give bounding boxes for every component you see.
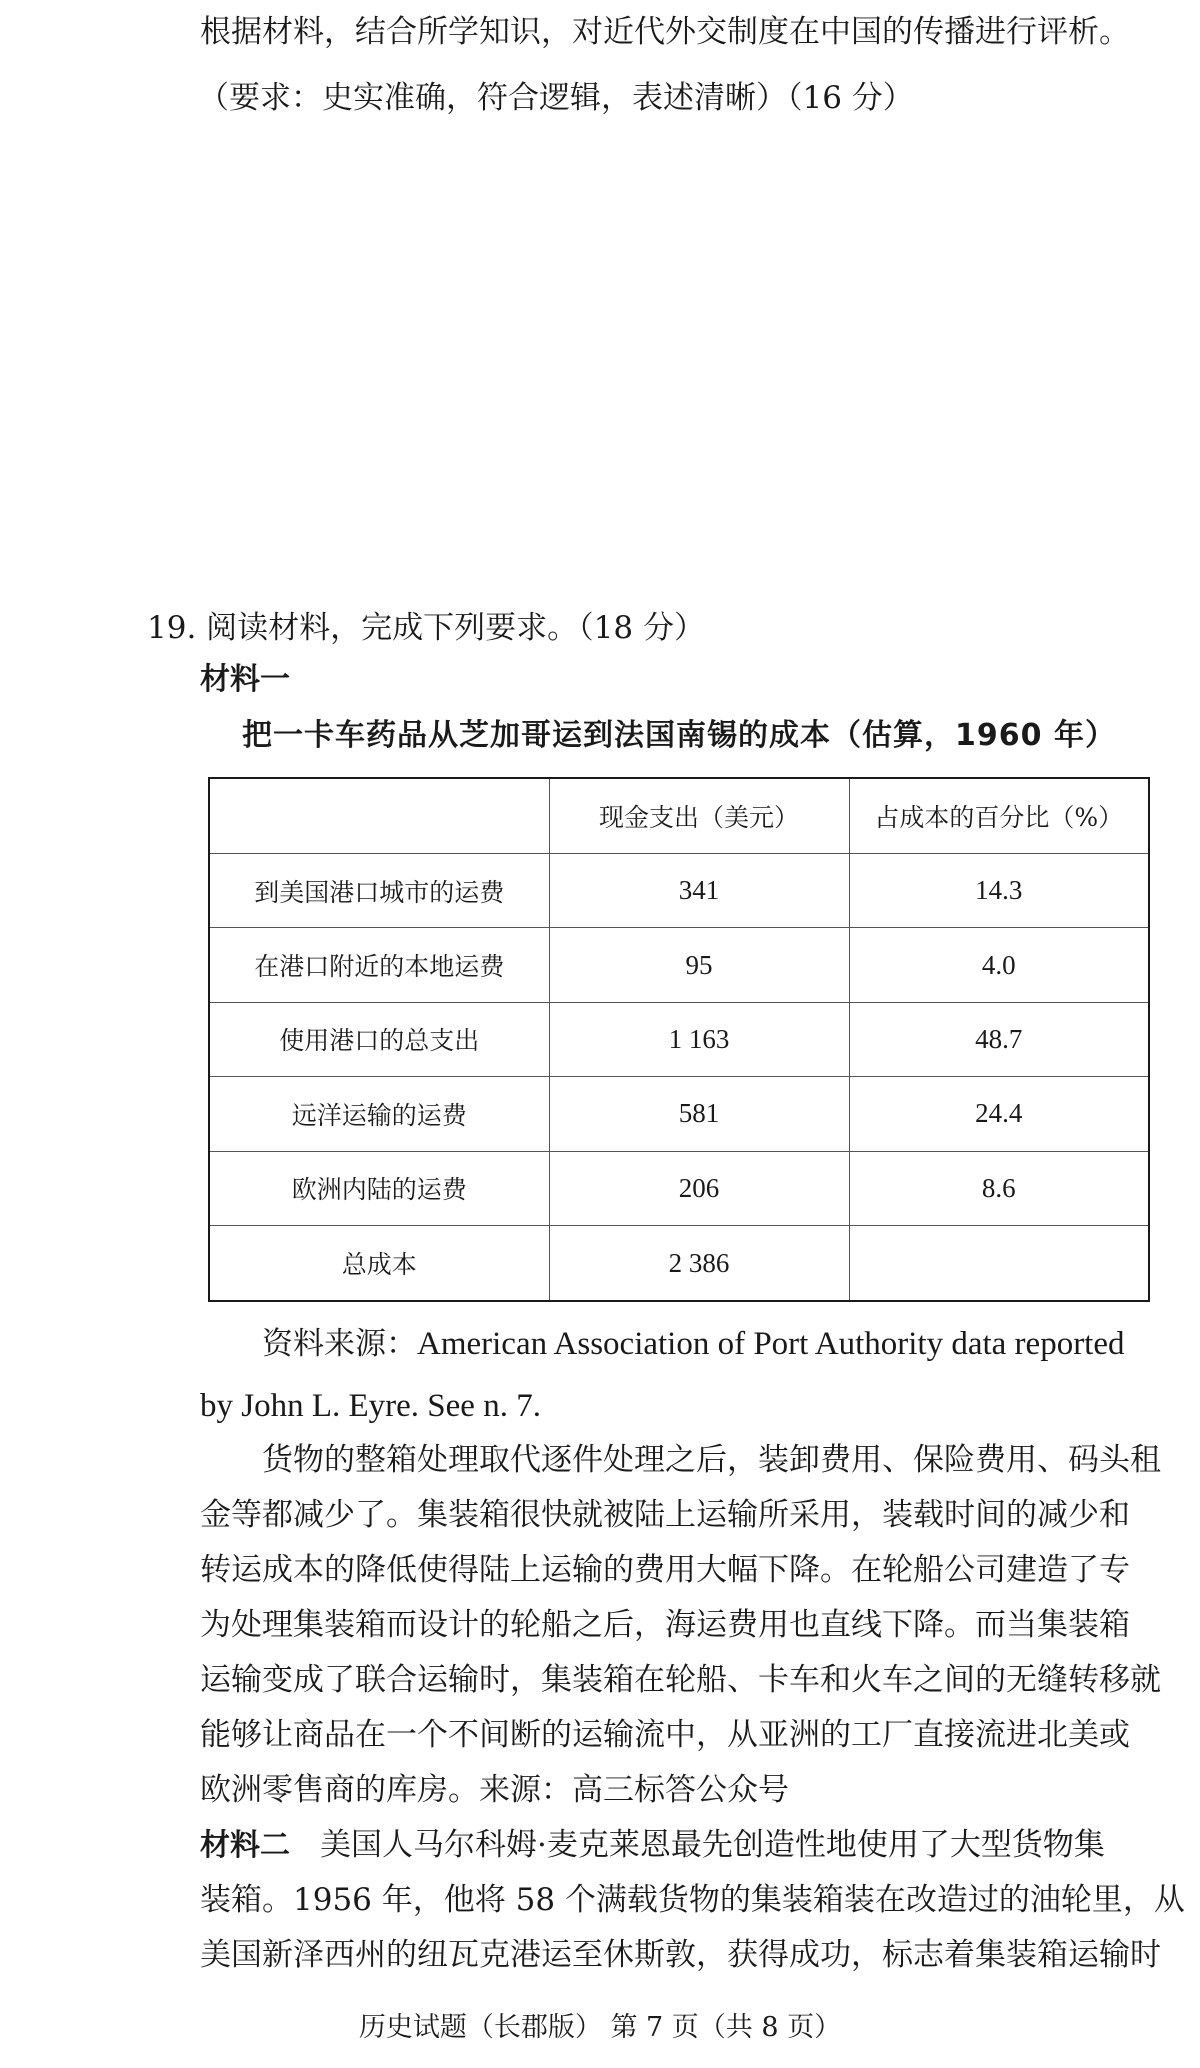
table-cell-percent: 4.0 <box>849 928 1149 1002</box>
table-header-cell: 占成本的百分比（%） <box>849 778 1149 853</box>
source-label: 资料来源： <box>262 1326 417 1362</box>
table-cell-cost: 581 <box>549 1077 849 1151</box>
cost-table <box>208 777 1150 1302</box>
table-cell-percent: 24.4 <box>849 1077 1149 1151</box>
table-row <box>209 1077 1149 1151</box>
table-cell-cost: 95 <box>549 928 849 1002</box>
q18-instruction-line2: （要求：史实准确，符合逻辑，表述清晰）（16 分） <box>198 80 914 116</box>
table-header-cell: 现金支出（美元） <box>549 778 849 853</box>
table-cell-percent: 48.7 <box>849 1002 1149 1076</box>
table-cell-cost: 341 <box>549 853 849 927</box>
paragraph-line: 金等都减少了。集装箱很快就被陆上运输所采用，装载时间的减少和 <box>200 1497 1130 1533</box>
table-header-cell <box>209 778 549 853</box>
material2-text: 美国人马尔科姆·麦克莱恩最先创造性地使用了大型货物集 <box>320 1827 1105 1863</box>
q19-heading: 19. 阅读材料，完成下列要求。（18 分） <box>147 610 705 646</box>
table-cell-item: 远洋运输的运费 <box>209 1077 549 1151</box>
table-cell-item: 使用港口的总支出 <box>209 1002 549 1076</box>
page-footer: 历史试题（长郡版） 第 7 页（共 8 页） <box>358 2012 842 2043</box>
table-row-total <box>209 1226 1149 1301</box>
table-header-row <box>209 778 1149 853</box>
material1-label: 材料一 <box>200 662 290 697</box>
paragraph-line: 转运成本的降低使得陆上运输的费用大幅下降。在轮船公司建造了专 <box>200 1552 1130 1588</box>
table-cell-cost: 1 163 <box>549 1002 849 1076</box>
table-cell-item: 在港口附近的本地运费 <box>209 928 549 1002</box>
source-line2: by John L. Eyre. See n. 7. <box>200 1388 541 1424</box>
paragraph-line: 运输变成了联合运输时，集装箱在轮船、卡车和火车之间的无缝转移就 <box>200 1662 1161 1698</box>
source-line1 <box>262 1324 1125 1364</box>
table-row <box>209 1151 1149 1225</box>
table-cell-cost: 2 386 <box>549 1226 849 1301</box>
paragraph-line: 货物的整箱处理取代逐件处理之后，装卸费用、保险费用、码头租 <box>262 1442 1161 1478</box>
table-row <box>209 928 1149 1002</box>
table-cell-percent <box>849 1226 1149 1301</box>
paragraph-line: 为处理集装箱而设计的轮船之后，海运费用也直线下降。而当集装箱 <box>200 1607 1130 1643</box>
table-cell-percent: 8.6 <box>849 1151 1149 1225</box>
table-title: 把一卡车药品从芝加哥运到法国南锡的成本（估算，1960 年） <box>242 718 1116 753</box>
table-cell-item: 欧洲内陆的运费 <box>209 1151 549 1225</box>
table-cell-percent: 14.3 <box>849 853 1149 927</box>
table-cell-item: 到美国港口城市的运费 <box>209 853 549 927</box>
material2-label: 材料二 <box>200 1828 290 1863</box>
table-row <box>209 1002 1149 1076</box>
table-cell-cost: 206 <box>549 1151 849 1225</box>
q18-instruction-line1: 根据材料，结合所学知识，对近代外交制度在中国的传播进行评析。 <box>200 14 1130 50</box>
paragraph-line: 欧洲零售商的库房。来源：高三标答公众号 <box>200 1772 789 1808</box>
paragraph-line: 能够让商品在一个不间断的运输流中，从亚洲的工厂直接流进北美或 <box>200 1717 1130 1753</box>
material2-line: 美国新泽西州的纽瓦克港运至休斯敦，获得成功，标志着集装箱运输时 <box>200 1937 1161 1973</box>
material2-line1 <box>200 1825 1105 1866</box>
table-row <box>209 853 1149 927</box>
source-text: American Association of Port Authority data reported <box>417 1326 1125 1362</box>
table-cell-item: 总成本 <box>209 1226 549 1301</box>
material2-line: 装箱。1956 年，他将 58 个满载货物的集装箱装在改造过的油轮里，从 <box>200 1882 1185 1918</box>
